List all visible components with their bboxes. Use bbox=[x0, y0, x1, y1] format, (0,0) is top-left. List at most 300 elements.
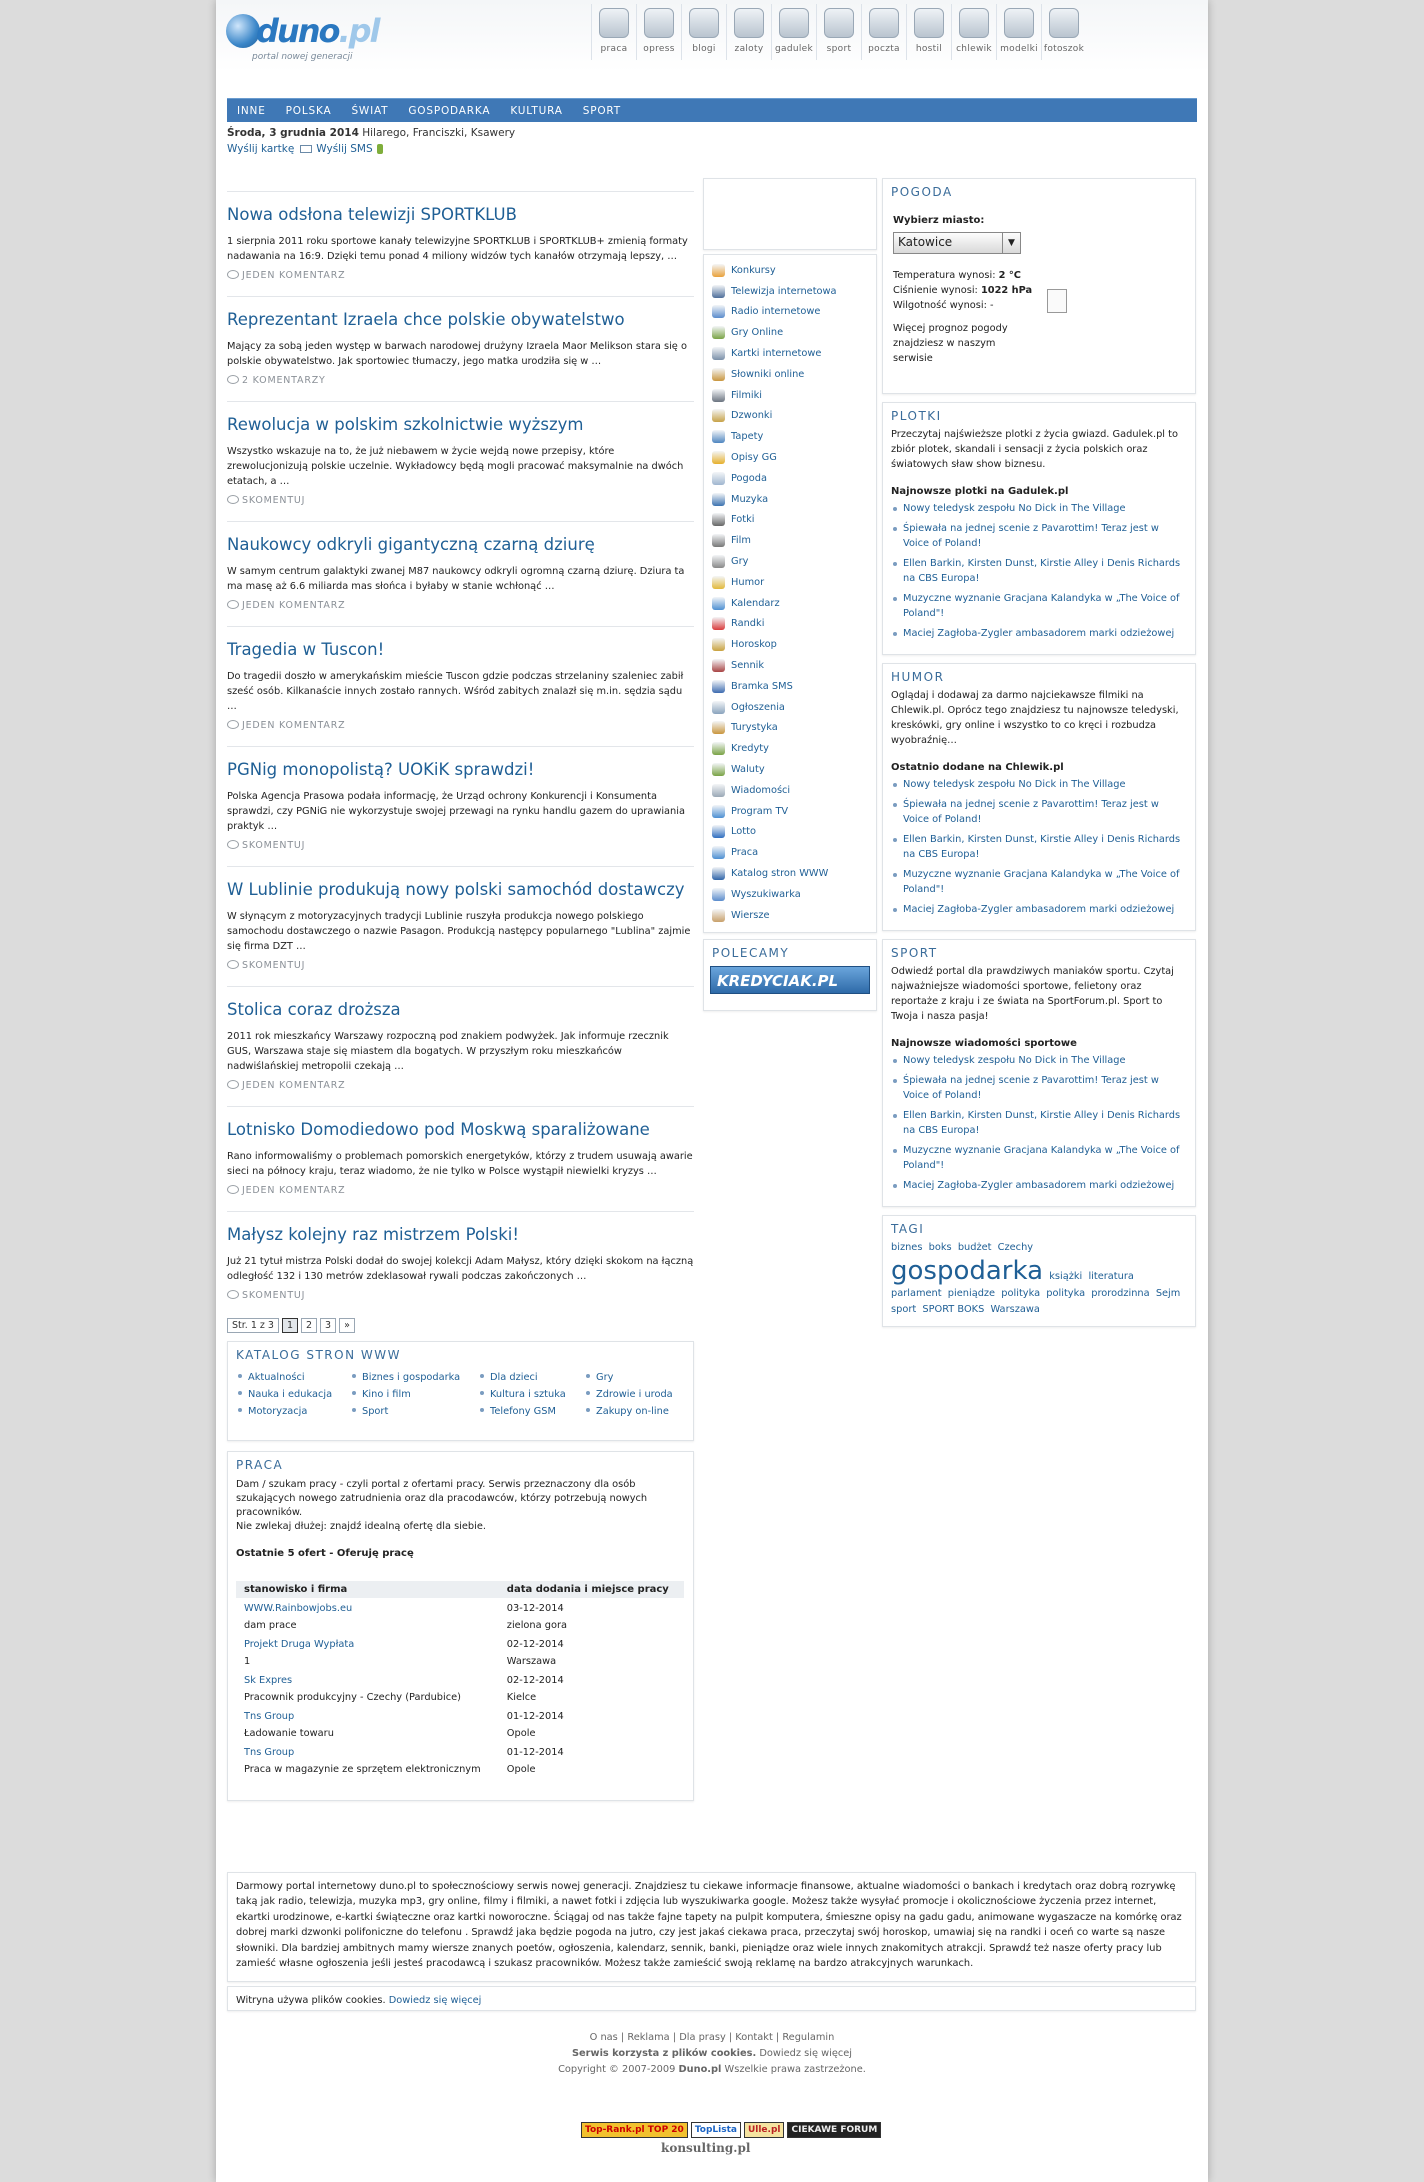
job-firm-cell bbox=[236, 1706, 499, 1742]
catalog-link[interactable]: Zdrowie i uroda bbox=[586, 1389, 686, 1400]
opisy-gg-icon bbox=[712, 451, 725, 464]
tag-link[interactable]: książki bbox=[1049, 1271, 1083, 1282]
comment-icon bbox=[227, 1290, 239, 1299]
ad-slot bbox=[703, 178, 877, 250]
side-link-label[interactable]: Dzwonki bbox=[731, 410, 773, 422]
słowniki-online-icon bbox=[712, 368, 725, 381]
top-icon-label: fotoszok bbox=[1043, 44, 1085, 54]
top-icon-zaloty[interactable] bbox=[726, 4, 771, 60]
side-link[interactable] bbox=[712, 593, 868, 614]
right-column bbox=[882, 178, 1196, 1335]
list-item bbox=[903, 1053, 1187, 1068]
side-link-label[interactable]: Randki bbox=[731, 618, 765, 630]
side-link[interactable] bbox=[712, 468, 868, 489]
kalendarz-icon bbox=[712, 597, 725, 610]
article-excerpt: 1 sierpnia 2011 roku sportowe kanały telewizyjne SPORTKLUB i SPORTKLUB+ zmienią formaty nadawania na 16:9. Dzięki temu ponad 4 miliony widzów tych kanałów otrzymają lepszy, … bbox=[227, 236, 688, 262]
konkursy-icon bbox=[712, 264, 725, 277]
top-icon-label: hostil bbox=[915, 44, 943, 54]
side-link-label[interactable]: Ogłoszenia bbox=[731, 701, 785, 713]
side-link[interactable] bbox=[712, 676, 868, 697]
tag-link[interactable]: polityka bbox=[1001, 1288, 1041, 1299]
side-link-label[interactable]: Telewizja internetowa bbox=[731, 285, 837, 297]
article-title[interactable]: PGNig monopolistą? UOKiK sprawdzi! bbox=[227, 760, 535, 779]
side-link-label[interactable]: Humor bbox=[731, 576, 765, 588]
side-link-label[interactable]: Wiersze bbox=[731, 909, 770, 921]
comment-count: JEDEN KOMENTARZ bbox=[242, 1185, 346, 1196]
side-link-label[interactable]: Kartki internetowe bbox=[731, 348, 822, 360]
comment-count: SKOMENTUJ bbox=[242, 840, 306, 851]
article-title[interactable]: Lotnisko Domodiedowo pod Moskwą sparaliżowane bbox=[227, 1120, 650, 1139]
kredyciak-banner[interactable]: KREDYCIAK.PL bbox=[710, 966, 870, 994]
poczta-icon bbox=[869, 8, 899, 38]
tag-link[interactable]: biznes bbox=[891, 1242, 923, 1253]
tag-link[interactable]: parlament bbox=[891, 1288, 942, 1299]
film-icon bbox=[712, 534, 725, 547]
article-title[interactable]: Stolica coraz droższa bbox=[227, 1000, 401, 1019]
page: duno.pl portal nowej generacji praca opress blogi zaloty gadulek sport poczta hostil chlewik modelki fotoszok INNE POLSKA ŚWIAT GOSPODARKA KULTURA SPORT Środa, 3 grudnia 2014 Hilarego, Franciszki, Ksawery Wyślij kartkę Wyślij SMS Nowa odsłona telewizji SPORTKLUB 1 sierpnia 2011 roku sportowe kanały telewizyjne SPORTKLUB i SPORTKLUB+ zmienią formaty nadawania na 16:9. Dzięki temu ponad 4 miliony widzów tych kanałów otrzymają lepszy, … JEDEN KOMENTARZ Reprezentant Izraela chce polskie obywatelstwo Mający za sobą jeden występ w barwach narodowej drużyny Izraela Maor Melikson stara się o polskie obywatelstwo. Jak sportowiec tłumaczy, jego matka urodziła się w … 2 KOMENTARZY Rewolucja w polskim szkolnictwie wyższym Wszystko wskazuje na to, że już niebawem w życie wejdą nowe przepisy, które zrewolucjonizują polskie uczelnie. Wykładowcy będą mogli pracować maksymalnie na dwóch etatach, a … SKOMENTUJ Naukowcy odkryli gigantyczną czarną dziurę W samym centrum galaktyki zwanej M87 naukowcy odkryli ogromną czarną dziurę. Dziura ta ma masę aż 6.6 miliarda mas słońca i byłaby w stanie wchłonąć … JEDEN KOMENTARZ Tragedia w Tuscon! Do tragedii doszło w amerykańskim mieście Tuscon gdzie podczas strzelaniny szaleniec zabił sześć osób. Kilkanaście innych zostało rannych. Wśród zabitych znalazł się m.in. sędzia sądu … JEDEN KOMENTARZ PGNig monopolistą? UOKiK sprawdzi! Polska Agencja Prasowa podała informację, że Urząd ochrony Konkurencji i Konsumenta sprawdzi, czy PGNiG nie wykorzystuje swojej przewagi na rynku handlu gazem do uprawiania praktyk … SKOMENTUJ W Lublinie produkują nowy polski samochód dostawczy W słynącym z motoryzacyjnych tradycji Lublinie ruszyła produkcja nowego polskiego samochodu dostawczego o nazwie Pasagon. Produkcją następcy popularnego "Lublina" zajmie się firma DZT … SKOMENTUJ Stolica coraz droższa 2011 rok mieszkańcy Warszawy rozpoczną pod znakiem podwyżek. Jak informuje rzecznik GUS, Warszawa staje się miastem dla bogatych. W przyszłym roku mieszkańców nadwiślańskiej metropolii czekają … JEDEN KOMENTARZ Lotnisko Domodiedowo pod Moskwą sparaliżowane Rano informowaliśmy o problemach pomorskich energetyków, którzy z trudem usuwają awarie sieci na północy kraju, teraz wiadomo, że nie tylko w Polsce wystąpił niewielki kryzys … JEDEN KOMENTARZ Małysz kolejny raz mistrzem Polski! Już 21 tytuł mistrza Polski dodał do swojej kolekcji Adam Małysz, który dzięki skokom na łączną odległość 132 i 130 metrów zdeklasował rywali podczas zakończonych … SKOMENTUJ Str. 1 z 3 1 2 3 » KATALOG STRON WWW Aktualności Biznes i gospodarka Dla dzieci Gry Nauka i edukacja Kino i film Kultura i sztuka Zdrowie i uroda Motoryzacja Sport Telefony GSM Zakupy on-line PRACA Dam / szukam pracy - czyli portal z ofertami pracy. Serwis przeznaczony dla osób szukających nowego zatrudnienia oraz dla pracodawców, którzy potrzebują nowych pracowników. Nie zwlekaj dłużej: znajdź idealną ofertę dla siebie. Ostatnie 5 ofert - Oferuję pracę stanowisko i firma data dodania i miejsce pracy WWW.Rainbowjobs.eu dam prace 03-12-2014 zielona gora Projekt Druga Wypłata 1 02-12-2014 Warszawa Sk Expres Pracownik produkcyjny - Czechy (Pardubice) 02-12-2014 Kielce Tns Group Ładowanie towaru 01-12-2014 Opole Tns Group Praca w magazynie ze sprzętem elektronicznym 01-12-2014 Opole Konkursy Telewizja internetowa Radio internetowe Gry Online Kartki internetowe Słowniki online Filmiki Dzwonki Tapety Opisy GG Pogoda Muzyka Fotki Film Gry Humor Kalendarz Randki Horoskop Sennik Bramka SMS Ogłoszenia Turystyka Kredyty Waluty Wiadomości Program TV Lotto Praca Katalog stron WWW Wyszukiwarka Wiersze POLECAMY KREDYCIAK.PL POGODA Wybierz miasto: Katowice ▼ Temperatura wynosi: 2 °C Ciśnienie wynosi: 1022 hPa Wilgotność wynosi: - Więcej prognoz pogody znajdziesz w naszym serwisie PLOTKI Przeczytaj najświeższe plotki z życia gwiazd. Gadulek.pl to zbiór plotek, skandali i sensacji z życia polskich oraz światowych sław show biznesu. Najnowsze plotki na Gadulek.pl Nowy teledysk zespołu No Dick in The Village Śpiewała na jednej scenie z Pavarottim! Teraz jest w Voice of Poland! Ellen Barkin, Kirsten Dunst, Kirstie Alley i Denis Richards na CBS Europa! Muzyczne wyznanie Gracjana Kalandyka w „The Voice of Poland"! Maciej Zagłoba-Zygler ambasadorem marki odzieżowej HUMOR Oglądaj i dodawaj za darmo najciekawsze filmiki na Chlewik.pl. Oprócz tego znajdziesz tu najnowsze teledyski, kreskówki, gry online i wszystko to co kręci i rozbudza wyobraźnię… Ostatnio dodane na Chlewik.pl Nowy teledysk zespołu No Dick in The Village Śpiewała na jednej scenie z Pavarottim! Teraz jest w Voice of Poland! Ellen Barkin, Kirsten Dunst, Kirstie Alley i Denis Richards na CBS Europa! Muzyczne wyznanie Gracjana Kalandyka w „The Voice of Poland"! Maciej Zagłoba-Zygler ambasadorem marki odzieżowej SPORT Odwiedź portal dla prawdziwych maniaków sportu. Czytaj najważniejsze wiadomości sportowe, felietony oraz reportaże z kraju i ze świata na SportForum.pl. Sport to Twoja i nasza pasja! Najnowsze wiadomości sportowe Nowy teledysk zespołu No Dick in The Village Śpiewała na jednej scenie z Pavarottim! Teraz jest w Voice of Poland! Ellen Barkin, Kirsten Dunst, Kirstie Alley i Denis Richards na CBS Europa! Muzyczne wyznanie Gracjana Kalandyka w „The Voice of Poland"! Maciej Zagłoba-Zygler ambasadorem marki odzieżowej TAGI biznes boks budżet Czechy gospodarka książki literatura parlament pieniądze polityka polityka prorodzinna Sejm sport SPORT BOKS Warszawa Darmowy portal internetowy duno.pl to społecznościowy serwis nowej generacji. Znajdziesz tu ciekawe informacje finansowe, aktualne wiadomości o bankach i kredytach oraz dobrą rozrywkę taką jak radio, telewizja, muzyka mp3, gry online, filmy i filmiki, a nawet fotki i zdjęcia lub wyszukiwarka google. Możesz także wysyłać promocje i okolicznościowe życzenia przez internet, ekartki urodzinowe, e-kartki świąteczne oraz kartki noworoczne. Ściągaj od nas także fajne tapety na pulpit komputera, śmieszne opisy na gadu gadu, animowane wygaszacze na komórkę oraz dobrej marki dzwonki polifoniczne do telefonu . Sprawdź jaka będzie pogoda na jutro, czy jest jakaś ciekawa praca, przeczytaj swój horoskop, umawiaj się na randki i oceń co warte są nasze słowniki. Dla bardziej ambitnych mamy wiersze znanych poetów, ogłoszenia, kalendarz, sennik, banki, pieniądze oraz wiele innych znakomitych atrakcji. Sprawdź też nasze oferty pracy lub zamieść własne ogłoszenia jeśli jesteś pracodawcą i szukasz pracowników. Możesz także zamieścić swoją reklamę na bardzo atrakcyjnych warunkach. Witryna używa plików cookies. Dowiedz się więcej O nas | Reklama | Dla prasy | Kontakt | Regulamin Serwis korzysta z plików cookies. Dowiedz się więcej Copyright © 2007-2009 Duno.pl Wszelkie prawa zastrzeżone. Top-Rank.pl TOP 20 TopLista Ulle.pl CIEKAWE FORUM konsulting.pl bbox=[216, 0, 1208, 2182]
job-place: Kielce bbox=[506, 1692, 537, 1703]
logo[interactable]: duno.pl portal nowej generacji bbox=[226, 10, 376, 62]
pagination bbox=[227, 1318, 694, 1333]
job-date: 03-12-2014 bbox=[506, 1603, 564, 1614]
job-firm-link[interactable]: Tns Group bbox=[244, 1747, 295, 1758]
praca-box: PRACA Dam / szukam pracy - czyli portal z ofertami pracy. Serwis przeznaczony dla osób szukających nowego zatrudnienia oraz dla pracodawców, którzy potrzebują nowych pracowników. Nie zwlekaj dłużej: znajdź idealną ofertę dla siebie. Ostatnie 5 ofert - Oferuję pracę stanowisko i firma data dodania i miejsce pracy WWW.Rainbowjobs.eu dam prace 03-12-2014 zielona gora Projekt Druga Wypłata 1 02-12-2014 Warszawa Sk Expres Pracownik produkcyjny - Czechy (Pardubice) 02-12-2014 Kielce Tns Group Ładowanie towaru 01-12-2014 Opole Tns Group Praca w magazynie ze sprzętem elektronicznym 01-12-2014 Opole bbox=[227, 1451, 694, 1801]
bottom-cookie-link[interactable]: Dowiedz się więcej bbox=[759, 2048, 852, 2059]
side-link-label[interactable]: Gry bbox=[731, 556, 749, 568]
humor-box: HUMOR Oglądaj i dodawaj za darmo najciekawsze filmiki na Chlewik.pl. Oprócz tego znajdziesz tu najnowsze teledyski, kreskówki, gry online i wszystko to co kręci i rozbudza wyobraźnię… Ostatnio dodane na Chlewik.pl Nowy teledysk zespołu No Dick in The Village Śpiewała na jednej scenie z Pavarottim! Teraz jest w Voice of Poland! Ellen Barkin, Kirsten Dunst, Kirstie Alley i Denis Richards na CBS Europa! Muzyczne wyznanie Gracjana Kalandyka w „The Voice of Poland"! Maciej Zagłoba-Zygler ambasadorem marki odzieżowej bbox=[882, 663, 1196, 931]
comment-link[interactable] bbox=[227, 270, 694, 296]
job-date: 01-12-2014 bbox=[506, 1711, 564, 1722]
table-row bbox=[236, 1670, 684, 1706]
job-firm-link[interactable]: WWW.Rainbowjobs.eu bbox=[244, 1603, 353, 1614]
job-firm-link[interactable]: Projekt Druga Wypłata bbox=[244, 1639, 355, 1650]
job-place: zielona gora bbox=[506, 1620, 567, 1631]
tapety-icon bbox=[712, 430, 725, 443]
side-link[interactable] bbox=[712, 551, 868, 572]
fotki-icon bbox=[712, 513, 725, 526]
article-title[interactable]: W Lublinie produkują nowy polski samochód dostawczy bbox=[227, 880, 685, 899]
page-3[interactable]: 3 bbox=[320, 1318, 336, 1333]
comment-link[interactable] bbox=[227, 600, 694, 626]
article-excerpt: 2011 rok mieszkańcy Warszawy rozpoczną pod znakiem podwyżek. Jak informuje rzecznik GUS, Warszawa staje się miastem dla bogatych. W przyszłym roku mieszkańców nadwiślańskiej metropolii czekają … bbox=[227, 1031, 669, 1072]
tag-link[interactable]: SPORT BOKS bbox=[922, 1304, 985, 1315]
praca-latest: Ostatnie 5 ofert - Oferuję pracę bbox=[236, 1548, 414, 1559]
list-item bbox=[903, 626, 1187, 641]
side-link-label[interactable]: Radio internetowe bbox=[731, 306, 821, 318]
bottom-link[interactable]: Dla prasy bbox=[679, 2032, 726, 2043]
list-item bbox=[903, 797, 1187, 827]
job-place: Warszawa bbox=[506, 1656, 557, 1667]
top-icon-label: opress bbox=[643, 44, 675, 54]
send-card-link[interactable]: Wyślij kartkę bbox=[227, 143, 295, 155]
job-position: Pracownik produkcyjny - Czechy (Pardubice) bbox=[244, 1692, 461, 1703]
side-link[interactable] bbox=[712, 260, 868, 281]
side-link-label[interactable]: Turystyka bbox=[731, 722, 778, 734]
comment-count: JEDEN KOMENTARZ bbox=[242, 1080, 346, 1091]
nav-item[interactable]: KULTURA bbox=[510, 105, 563, 117]
side-link[interactable] bbox=[712, 842, 868, 863]
article-excerpt: Polska Agencja Prasowa podała informację, że Urząd ochrony Konkurencji i Konsumenta sprawdzi, czy PGNiG nie wykorzystuje swojej przewagi na rynku handlu gazem do uprawiania praktyk … bbox=[227, 791, 685, 832]
job-position: Ładowanie towaru bbox=[244, 1728, 334, 1739]
chevron-down-icon: ▼ bbox=[1002, 233, 1020, 253]
side-link-label[interactable]: Katalog stron WWW bbox=[731, 868, 829, 879]
send-links bbox=[227, 143, 383, 155]
comment-icon bbox=[227, 270, 239, 279]
side-link[interactable] bbox=[712, 572, 868, 593]
comment-link[interactable] bbox=[227, 960, 694, 986]
bottom-link[interactable]: O nas bbox=[589, 2032, 618, 2043]
article-excerpt: Rano informowaliśmy o problemach pomorskich energetyków, którzy z trudem usuwają awarie sieci na północy kraju, teraz wiadomo, że nie tylko w Polsce wystąpił niewielki kryzys … bbox=[227, 1151, 693, 1177]
tag-link[interactable]: boks bbox=[928, 1242, 952, 1253]
praca-icon bbox=[712, 846, 725, 859]
article-excerpt: W samym centrum galaktyki zwanej M87 naukowcy odkryli ogromną czarną dziurę. Dziura ta ma masę aż 6.6 miliarda mas słońca i byłaby w stanie wchłonąć … bbox=[227, 566, 685, 592]
side-link-label[interactable]: Muzyka bbox=[731, 493, 769, 505]
article bbox=[227, 296, 694, 401]
article bbox=[227, 1211, 694, 1316]
comment-link[interactable] bbox=[227, 840, 694, 866]
comment-count: SKOMENTUJ bbox=[242, 1290, 306, 1301]
top-icon-blogi[interactable] bbox=[681, 4, 726, 60]
article bbox=[227, 986, 694, 1106]
tag-link[interactable]: gospodarka bbox=[891, 1256, 1044, 1286]
side-link[interactable] bbox=[712, 489, 868, 510]
pager-label: Str. 1 z 3 bbox=[227, 1318, 279, 1333]
nav-item[interactable]: ŚWIAT bbox=[351, 105, 389, 117]
date-line: Środa, 3 grudnia 2014 Hilarego, Franciszki, Ksawery bbox=[227, 127, 516, 139]
side-link-label[interactable]: Waluty bbox=[731, 764, 765, 776]
page-1[interactable]: 1 bbox=[282, 1318, 298, 1333]
side-link[interactable] bbox=[712, 614, 868, 635]
weather-box: POGODA Wybierz miasto: Katowice ▼ Temperatura wynosi: 2 °C Ciśnienie wynosi: 1022 hPa Wilgotność wynosi: - Więcej prognoz pogody znajdziesz w naszym serwisie bbox=[882, 178, 1196, 394]
list-item bbox=[903, 591, 1187, 621]
comment-icon bbox=[227, 720, 239, 729]
job-firm-cell bbox=[236, 1634, 499, 1670]
article-title[interactable]: Reprezentant Izraela chce polskie obywatelstwo bbox=[227, 310, 625, 329]
job-date-cell bbox=[499, 1634, 684, 1670]
comment-icon bbox=[227, 840, 239, 849]
kredyty-icon bbox=[712, 742, 725, 755]
envelope-icon bbox=[300, 145, 312, 153]
waluty-icon bbox=[712, 763, 725, 776]
list-item bbox=[903, 1143, 1187, 1173]
news-link[interactable]: Muzyczne wyznanie Gracjana Kalandyka w „The Voice of Poland"! bbox=[903, 1145, 1180, 1171]
filmiki-icon bbox=[712, 389, 725, 402]
side-link[interactable] bbox=[712, 406, 868, 427]
news-link[interactable]: Muzyczne wyznanie Gracjana Kalandyka w „The Voice of Poland"! bbox=[903, 869, 1180, 895]
opress-icon bbox=[644, 8, 674, 38]
list-item bbox=[903, 902, 1187, 917]
news-link[interactable]: Śpiewała na jednej scenie z Pavarottim! Teraz jest w Voice of Poland! bbox=[903, 523, 1159, 549]
comment-icon bbox=[227, 600, 239, 609]
tag-link[interactable]: Warszawa bbox=[990, 1304, 1040, 1315]
tag-link[interactable]: pieniądze bbox=[947, 1288, 996, 1299]
side-link[interactable] bbox=[712, 822, 868, 843]
blogi-icon bbox=[689, 8, 719, 38]
comment-link[interactable] bbox=[227, 375, 694, 401]
list-item bbox=[903, 777, 1187, 792]
page-»[interactable]: » bbox=[339, 1318, 355, 1333]
catalog-link[interactable]: Aktualności bbox=[238, 1372, 352, 1383]
tag-link[interactable]: Sejm bbox=[1155, 1288, 1181, 1299]
tag-link[interactable]: Czechy bbox=[997, 1242, 1034, 1253]
gry-icon bbox=[712, 555, 725, 568]
comment-link[interactable] bbox=[227, 1080, 694, 1106]
news-link[interactable]: Maciej Zagłoba-Zygler ambasadorem marki odzieżowej bbox=[903, 1180, 1175, 1191]
side-link-label[interactable]: Tapety bbox=[731, 431, 764, 443]
side-link-label[interactable]: Lotto bbox=[731, 826, 756, 838]
list-item bbox=[903, 1073, 1187, 1103]
news-link[interactable]: Ellen Barkin, Kirsten Dunst, Kirstie Alley i Denis Richards na CBS Europa! bbox=[903, 1110, 1181, 1136]
side-link[interactable] bbox=[712, 863, 868, 884]
sennik-icon bbox=[712, 659, 725, 672]
side-link[interactable] bbox=[712, 530, 868, 551]
catalog-title: KATALOG STRON WWW bbox=[236, 1348, 401, 1362]
news-list bbox=[883, 1053, 1195, 1193]
city-select[interactable]: Katowice ▼ bbox=[893, 232, 1021, 254]
side-link-label[interactable]: Program TV bbox=[731, 805, 789, 817]
article bbox=[227, 191, 694, 296]
catalog-link[interactable]: Biznes i gospodarka bbox=[352, 1372, 480, 1383]
top-icon-opress[interactable] bbox=[636, 4, 681, 60]
sport-icon bbox=[824, 8, 854, 38]
page-2[interactable]: 2 bbox=[301, 1318, 317, 1333]
tag-link[interactable]: budżet bbox=[957, 1242, 992, 1253]
news-link[interactable]: Nowy teledysk zespołu No Dick in The Village bbox=[903, 503, 1126, 514]
article bbox=[227, 626, 694, 746]
catalog-link[interactable]: Kultura i sztuka bbox=[480, 1389, 586, 1400]
news-link[interactable]: Maciej Zagłoba-Zygler ambasadorem marki odzieżowej bbox=[903, 628, 1175, 639]
comment-link[interactable] bbox=[227, 1185, 694, 1211]
job-date-cell bbox=[499, 1706, 684, 1742]
side-link-label[interactable]: Fotki bbox=[731, 514, 755, 526]
badge[interactable]: TopLista bbox=[691, 2122, 741, 2138]
news-list bbox=[883, 501, 1195, 641]
side-link-label[interactable]: Film bbox=[731, 535, 751, 547]
side-link-label[interactable]: Praca bbox=[731, 847, 759, 859]
job-place: Opole bbox=[506, 1764, 536, 1775]
katalog-stron-www-icon bbox=[712, 867, 725, 880]
job-position: Praca w magazynie ze sprzętem elektronicznym bbox=[244, 1764, 481, 1775]
article bbox=[227, 401, 694, 521]
side-link-label[interactable]: Bramka SMS bbox=[731, 680, 793, 692]
muzyka-icon bbox=[712, 493, 725, 506]
article bbox=[227, 746, 694, 866]
table-row bbox=[236, 1706, 684, 1742]
nav-item[interactable]: INNE bbox=[237, 105, 266, 117]
top-icon-label: sport bbox=[826, 44, 852, 54]
side-link[interactable] bbox=[712, 780, 868, 801]
news-link[interactable]: Śpiewała na jednej scenie z Pavarottim! Teraz jest w Voice of Poland! bbox=[903, 1075, 1159, 1101]
side-link[interactable] bbox=[712, 801, 868, 822]
comment-count: JEDEN KOMENTARZ bbox=[242, 600, 346, 611]
news-link[interactable]: Maciej Zagłoba-Zygler ambasadorem marki odzieżowej bbox=[903, 904, 1175, 915]
zaloty-icon bbox=[734, 8, 764, 38]
side-link[interactable] bbox=[712, 655, 868, 676]
side-link-label[interactable]: Opisy GG bbox=[731, 452, 777, 464]
gry-online-icon bbox=[712, 326, 725, 339]
praca-title: PRACA bbox=[236, 1458, 284, 1472]
catalog-link[interactable]: Dla dzieci bbox=[480, 1372, 586, 1383]
side-link[interactable] bbox=[712, 738, 868, 759]
tag-link[interactable]: literatura bbox=[1088, 1271, 1134, 1282]
article bbox=[227, 866, 694, 986]
side-link-label[interactable]: Pogoda bbox=[731, 472, 767, 484]
job-date: 01-12-2014 bbox=[506, 1747, 564, 1758]
job-firm-cell bbox=[236, 1598, 499, 1634]
news-link[interactable]: Muzyczne wyznanie Gracjana Kalandyka w „The Voice of Poland"! bbox=[903, 593, 1180, 619]
catalog-link[interactable]: Telefony GSM bbox=[480, 1406, 586, 1417]
news-link[interactable]: Śpiewała na jednej scenie z Pavarottim! Teraz jest w Voice of Poland! bbox=[903, 799, 1159, 825]
send-sms-link[interactable]: Wyślij SMS bbox=[316, 143, 373, 155]
catalog-link[interactable]: Gry bbox=[586, 1372, 686, 1383]
sport-box: SPORT Odwiedź portal dla prawdziwych maniaków sportu. Czytaj najważniejsze wiadomości sportowe, felietony oraz reportaże z kraju i ze świata na SportForum.pl. Sport to Twoja i nasza pasja! Najnowsze wiadomości sportowe Nowy teledysk zespołu No Dick in The Village Śpiewała na jednej scenie z Pavarottim! Teraz jest w Voice of Poland! Ellen Barkin, Kirsten Dunst, Kirstie Alley i Denis Richards na CBS Europa! Muzyczne wyznanie Gracjana Kalandyka w „The Voice of Poland"! Maciej Zagłoba-Zygler ambasadorem marki odzieżowej bbox=[882, 939, 1196, 1207]
tagline: portal nowej generacji bbox=[252, 52, 353, 62]
top-icon-praca[interactable] bbox=[591, 4, 636, 60]
list-item bbox=[903, 832, 1187, 862]
article-title[interactable]: Nowa odsłona telewizji SPORTKLUB bbox=[227, 205, 517, 224]
list-item bbox=[903, 1108, 1187, 1138]
top-icon-label: praca bbox=[600, 44, 628, 54]
article-title[interactable]: Małysz kolejny raz mistrzem Polski! bbox=[227, 1225, 519, 1244]
job-date-cell bbox=[499, 1598, 684, 1634]
randki-icon bbox=[712, 617, 725, 630]
article-title[interactable]: Tragedia w Tuscon! bbox=[227, 640, 385, 659]
side-link[interactable] bbox=[712, 510, 868, 531]
polecamy-box: POLECAMY KREDYCIAK.PL bbox=[703, 939, 877, 1011]
catalog-link[interactable]: Nauka i edukacja bbox=[238, 1389, 352, 1400]
praca-icon bbox=[599, 8, 629, 38]
tag-link[interactable]: prorodzinna bbox=[1091, 1288, 1150, 1299]
nav-item[interactable]: GOSPODARKA bbox=[408, 105, 491, 117]
top-icon-chlewik[interactable] bbox=[951, 4, 996, 60]
news-list bbox=[883, 777, 1195, 917]
table-row bbox=[236, 1742, 684, 1778]
news-link[interactable]: Nowy teledysk zespołu No Dick in The Village bbox=[903, 1055, 1126, 1066]
side-link[interactable] bbox=[712, 364, 868, 385]
catalog-link[interactable]: Motoryzacja bbox=[238, 1406, 352, 1417]
cookie-more-link[interactable]: Dowiedz się więcej bbox=[388, 1995, 482, 2006]
catalog-link[interactable]: Zakupy on-line bbox=[586, 1406, 686, 1417]
side-link[interactable] bbox=[712, 634, 868, 655]
side-link[interactable] bbox=[712, 322, 868, 343]
table-row bbox=[236, 1598, 684, 1634]
article-title[interactable]: Naukowcy odkryli gigantyczną czarną dziurę bbox=[227, 535, 595, 554]
badge[interactable]: Ulle.pl bbox=[744, 2122, 785, 2138]
side-link-label[interactable]: Wiadomości bbox=[731, 784, 791, 796]
top-icon-fotoszok[interactable] bbox=[1041, 4, 1086, 60]
main-nav bbox=[227, 98, 1197, 122]
news-link[interactable]: Nowy teledysk zespołu No Dick in The Village bbox=[903, 779, 1126, 790]
side-link-label[interactable]: Kredyty bbox=[731, 743, 769, 755]
konsulting-logo[interactable]: konsulting.pl bbox=[661, 2141, 751, 2155]
side-link-label[interactable]: Gry Online bbox=[731, 327, 784, 339]
gadulek-icon bbox=[779, 8, 809, 38]
middle-column bbox=[703, 178, 877, 1011]
job-firm-link[interactable]: Sk Expres bbox=[244, 1675, 293, 1686]
wiersze-icon bbox=[712, 909, 725, 922]
job-date-cell bbox=[499, 1670, 684, 1706]
job-date-cell bbox=[499, 1742, 684, 1778]
top-icon-sport[interactable] bbox=[816, 4, 861, 60]
tag-link[interactable]: polityka bbox=[1046, 1288, 1086, 1299]
comment-link[interactable] bbox=[227, 495, 694, 521]
side-link[interactable] bbox=[712, 385, 868, 406]
weather-more-link[interactable]: Więcej prognoz pogody znajdziesz w naszym serwisie bbox=[893, 323, 1008, 364]
article bbox=[227, 521, 694, 626]
badge[interactable]: CIEKAWE FORUM bbox=[787, 2122, 881, 2138]
tags-box: TAGI biznes boks budżet Czechy gospodarka książki literatura parlament pieniądze polityka polityka prorodzinna Sejm sport SPORT BOKS Warszawa bbox=[882, 1215, 1196, 1327]
top-icon-hostil[interactable] bbox=[906, 4, 951, 60]
article-excerpt: Wszystko wskazuje na to, że już niebawem w życie wejdą nowe przepisy, które zrewolucjonizują polskie uczelnie. Wykładowcy będą mogli pracować maksymalnie na dwóch etatach, a … bbox=[227, 446, 684, 487]
article-excerpt: Mający za sobą jeden występ w barwach narodowej drużyny Izraela Maor Melikson stara się o polskie obywatelstwo. Jak sportowiec tłumaczy, jego matka urodziła się w … bbox=[227, 341, 687, 367]
side-link[interactable] bbox=[712, 759, 868, 780]
side-link[interactable] bbox=[712, 447, 868, 468]
top-icon-poczta[interactable] bbox=[861, 4, 906, 60]
side-link-label[interactable]: Kalendarz bbox=[731, 597, 780, 609]
wyszukiwarka-icon bbox=[712, 888, 725, 901]
top-icon-label: blogi bbox=[692, 44, 716, 54]
radio-internetowe-icon bbox=[712, 305, 725, 318]
nav-item[interactable]: POLSKA bbox=[285, 105, 332, 117]
top-icon-modelki[interactable] bbox=[996, 4, 1041, 60]
top-icon-gadulek[interactable] bbox=[771, 4, 816, 60]
bottom-links: O nas | Reklama | Dla prasy | Kontakt | Regulamin bbox=[589, 2032, 835, 2043]
wiadomości-icon bbox=[712, 784, 725, 797]
news-link[interactable]: Ellen Barkin, Kirsten Dunst, Kirstie Alley i Denis Richards na CBS Europa! bbox=[903, 558, 1181, 584]
bottom-link[interactable]: Reklama bbox=[627, 2032, 670, 2043]
footer-description: Darmowy portal internetowy duno.pl to społecznościowy serwis nowej generacji. Znajdziesz tu ciekawe informacje finansowe, aktualne wiadomości o bankach i kredytach oraz dobrą rozrywkę taką jak radio, telewizja, muzyka mp3, gry online, filmy i filmiki, a nawet fotki i zdjęcia lub wyszukiwarka google. Możesz także wysyłać promocje i okolicznościowe życzenia przez internet, ekartki urodzinowe, e-kartki świąteczne oraz kartki noworoczne. Ściągaj od nas także fajne tapety na pulpit komputera, śmieszne opisy na gadu gadu, animowane wygaszacze na komórkę oraz dobrej marki dzwonki polifoniczne do telefonu . Sprawdź jaka będzie pogoda na jutro, czy jest jakaś ciekawa praca, przeczytaj swój horoskop, umawiaj się na randki i oceń co warte są nasze słowniki. Dla bardziej ambitnych mamy wiersze znanych poetów, ogłoszenia, kalendarz, sennik, banki, pieniądze oraz wiele innych znakomitych atrakcji. Sprawdź też nasze oferty pracy lub zamieść własne ogłoszenia jeśli jesteś pracodawcą i szukasz pracowników. Możesz także zamieścić swoją reklamę na bardzo atrakcyjnych warunkach. bbox=[227, 1872, 1196, 1982]
top-service-icons bbox=[591, 4, 1086, 60]
nav-item[interactable]: SPORT bbox=[582, 105, 621, 117]
side-link-label[interactable]: Konkursy bbox=[731, 264, 776, 276]
top-icon-label: chlewik bbox=[956, 44, 992, 54]
tag-link[interactable]: sport bbox=[891, 1304, 917, 1315]
catalog-link[interactable]: Kino i film bbox=[352, 1389, 480, 1400]
side-link[interactable] bbox=[712, 281, 868, 302]
catalog-link[interactable]: Sport bbox=[352, 1406, 480, 1417]
bottom-link[interactable]: Regulamin bbox=[782, 2032, 835, 2043]
side-link[interactable] bbox=[712, 697, 868, 718]
hostil-icon bbox=[914, 8, 944, 38]
badge[interactable]: Top-Rank.pl TOP 20 bbox=[581, 2122, 688, 2138]
side-link[interactable] bbox=[712, 884, 868, 905]
document-icon bbox=[1047, 289, 1067, 313]
comment-icon bbox=[227, 1080, 239, 1089]
side-link[interactable] bbox=[712, 343, 868, 364]
bottom-link[interactable]: Kontakt bbox=[735, 2032, 773, 2043]
side-link-label[interactable]: Horoskop bbox=[731, 639, 777, 651]
comment-count: JEDEN KOMENTARZ bbox=[242, 720, 346, 731]
side-link-label[interactable]: Wyszukiwarka bbox=[731, 888, 801, 900]
side-link-label[interactable]: Sennik bbox=[731, 660, 765, 672]
side-link-label[interactable]: Słowniki online bbox=[731, 368, 805, 380]
article-title[interactable]: Rewolucja w polskim szkolnictwie wyższym bbox=[227, 415, 584, 434]
side-link[interactable] bbox=[712, 718, 868, 739]
side-link[interactable] bbox=[712, 905, 868, 926]
side-link[interactable] bbox=[712, 302, 868, 323]
list-item bbox=[903, 1178, 1187, 1193]
side-link[interactable] bbox=[712, 426, 868, 447]
kartki-internetowe-icon bbox=[712, 347, 725, 360]
fotoszok-icon bbox=[1049, 8, 1079, 38]
catalog-box bbox=[227, 1341, 694, 1441]
side-link-label[interactable]: Filmiki bbox=[731, 389, 763, 401]
comment-link[interactable] bbox=[227, 720, 694, 746]
news-link[interactable]: Ellen Barkin, Kirsten Dunst, Kirstie Alley i Denis Richards na CBS Europa! bbox=[903, 834, 1181, 860]
comment-link[interactable] bbox=[227, 1290, 694, 1316]
job-firm-link[interactable]: Tns Group bbox=[244, 1711, 295, 1722]
list-item bbox=[903, 556, 1187, 586]
